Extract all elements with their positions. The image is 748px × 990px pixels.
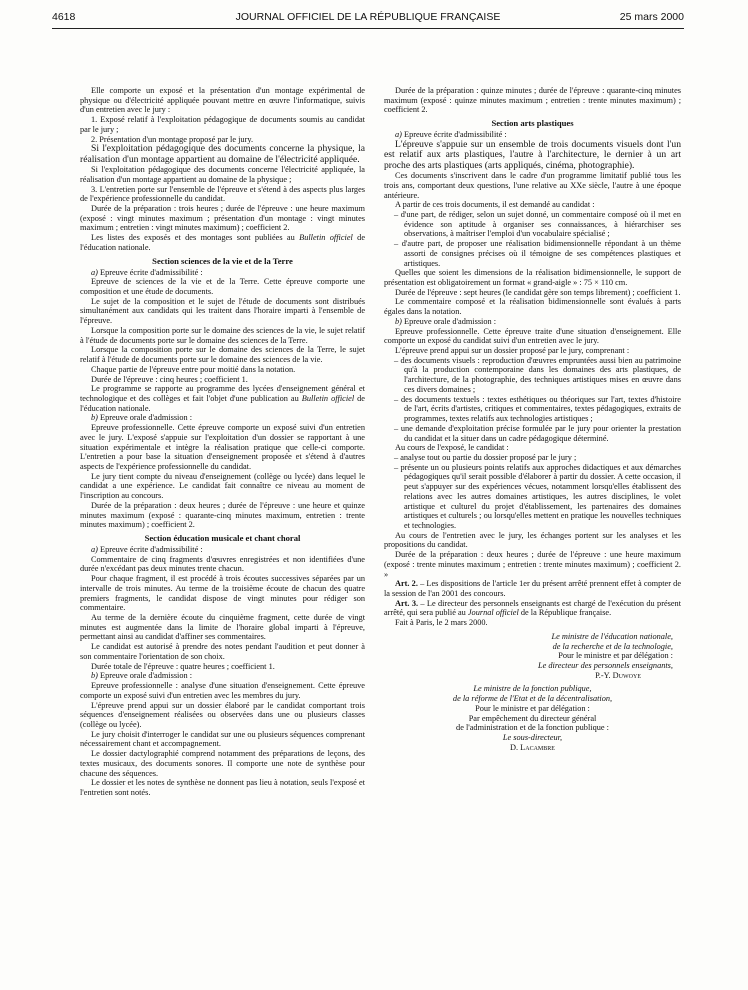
paragraph: 2. Présentation d'un montage proposé par le jury. <box>91 134 254 144</box>
paragraph: Le candidat est autorisé à prendre des notes pendant l'audition et peut donner à son commentaire l'orientation de son choix. <box>80 642 365 661</box>
paragraph: Si l'exploitation pédagogique des documents concerne la physique, la réalisation d'un montage appartient au domaine de l'électricité appliquée. <box>80 143 365 165</box>
list-item: – une demande d'exploitation précise formulée par le jury pour orienter la prestation du candidat et la situer dans un cadre pédagogique déterminé. <box>394 423 681 443</box>
signatory-name: P.-Y. Duwoye <box>595 670 641 680</box>
place-date: Fait à Paris, le 2 mars 2000. <box>395 618 488 628</box>
paragraph: Le programme se rapporte au programme des lycées d'enseignement général et technologique et des collèges et fait l'objet d'une publication au Bulletin officiel de l'éducation nationale. <box>80 384 365 413</box>
subheading: a) Epreuve écrite d'admissibilité : <box>91 545 203 554</box>
paragraph: Le sujet de la composition et le sujet de l'étude de documents sont distribués simultanément aux candidats qui les traitent dans l'horaire imparti à l'ensemble de l'épreuve. <box>80 296 365 326</box>
paragraph: Durée de l'épreuve : cinq heures ; coefficient 1. <box>91 374 248 384</box>
signature-title: de la réforme de l'Etat et de la décentralisation, <box>452 694 613 704</box>
signature-delegation: Pour le ministre et par délégation : <box>558 651 673 661</box>
paragraph: L'épreuve prend appui sur un dossier élaboré par le candidat comportant trois séquences d'enseignement réalisées ou observées dans une ou plusieurs classes (collège ou lycée). <box>80 700 365 729</box>
paragraph: L'épreuve prend appui sur un dossier proposé par le jury, comprenant : <box>395 346 630 356</box>
list-item: – d'autre part, de proposer une réalisation bidimensionnelle répondant à un thème assorti de consignes précises où il témoigne de ses compétences plastiques et artistiques. <box>394 239 681 268</box>
paragraph: Au cours de l'exposé, le candidat : <box>395 443 509 453</box>
paragraph: Epreuve professionnelle : analyse d'une situation d'enseignement. Cette épreuve comporte un exposé suivi d'un entretien avec les membres du jury. <box>80 681 365 700</box>
section-heading: Section sciences de la vie et de la Terre <box>152 255 293 266</box>
paragraph: Chaque partie de l'épreuve entre pour moitié dans la notation. <box>91 364 296 374</box>
section-heading: Section éducation musicale et chant choral <box>144 533 301 543</box>
paragraph: Pour chaque fragment, il est procédé à trois écoutes successives séparées par un intervalle de trois minutes. Au terme de la troisième écoute de chacun des quatre premiers fragments, le candidat dispose de vingt minutes pour rédiger son commentaire. <box>80 574 365 613</box>
paragraph: Epreuve professionnelle. Cette épreuve traite d'une situation d'enseignement. Elle comporte un exposé du candidat suivi d'un entretien avec le jury. <box>384 326 681 346</box>
paragraph: 3. L'entretien porte sur l'ensemble de l'épreuve et s'étend à des aspects plus larges de l'expérience professionnelle du candidat. <box>80 184 365 204</box>
signature-title: Le directeur des personnels enseignants, <box>538 661 673 671</box>
paragraph: Durée de la préparation : deux heures ; durée de l'épreuve : une heure et quinze minutes maximum (exposé : quarante-cinq minutes maximum, entretien : trente minutes maximum) ; coefficient 2. <box>80 500 365 530</box>
paragraph: Quelles que soient les dimensions de la réalisation bidimensionnelle, le support de présentation est obligatoirement un format « grand-aigle » : 75 × 110 cm. <box>384 268 681 287</box>
section-heading: Section arts plastiques <box>491 118 574 129</box>
article-2: Art. 2. – Les dispositions de l'article 1er du présent arrêté prennent effet à compter de la session de l'an 2001 des concours. <box>384 579 682 598</box>
signature-title: Le ministre de l'éducation nationale, <box>551 631 673 641</box>
paragraph: Au terme de la dernière écoute du cinquième fragment, cette durée de vingt minutes est augmentée dans la limite de l'horaire global imparti à l'épreuve, permettant ainsi au candidat d'affiner ses commentaires. <box>80 613 365 642</box>
subheading: b) Epreuve orale d'admission : <box>91 413 193 423</box>
paragraph: Le dossier dactylographié comprend notamment des préparations de leçons, des textes musicaux, des documents sonores. Il comporte une note de synthèse pour chacune des séquences. <box>80 749 365 778</box>
paragraph: Ces documents s'inscrivent dans le cadre d'un programme limitatif publié tous les trois ans, comportant deux questions, l'une relative au XXe siècle, l'autre à une époque antérieure. <box>384 171 681 200</box>
signature-title: Le ministre de la fonction publique, <box>473 684 592 694</box>
list-item: – analyse tout ou partie du dossier proposé par le jury ; <box>394 452 577 462</box>
left-column <box>80 86 365 798</box>
paragraph: Au cours de l'entretien avec le jury, les échanges portent sur les analyses et les propositions du candidat. <box>384 530 681 550</box>
paragraph: Elle comporte un exposé et la présentation d'un montage expérimental de physique ou d'électricité appliquée pouvant mettre en œuvre l'informatique, suivis d'un entretien avec le jury : <box>80 86 365 115</box>
signature-delegation: Par empêchement du directeur général <box>468 713 597 723</box>
page-number: 4618 <box>52 11 76 23</box>
list-item: – présente un ou plusieurs points relatifs aux approches didactiques et aux démarches pédagogiques qu'il serait possible d'élaborer à partir du dossier. A cette occasion, il peut s'appuyer sur des expériences vécues, notamment lorsqu'elles établissent des relations avec les autres domaines artistiques, les autres disciplines, le volet artistique et culturel du projet d'établissement, les partenaires des domaines artistiques et culturels ; ou lorsqu'elles mettent en pratique les nouvelles techniques et technologies. <box>394 462 681 530</box>
paragraph: Le jury choisit d'interroger le candidat sur une ou plusieurs séquences comprenant nécessairement chant et accompagnement. <box>80 729 365 749</box>
subheading: a) Epreuve écrite d'admissibilité : <box>91 267 203 277</box>
paragraph: Durée de la préparation : trois heures ; durée de l'épreuve : une heure maximum (exposé : vingt minutes maximum ; présentation d'un montage : vingt minutes maximum ; entretien : vingt minutes maximum) ; coefficient 2. <box>80 204 365 233</box>
list-item: – des documents visuels : reproduction d'œuvres empruntées aussi bien au patrimoine qu'à la production contemporaine dans les domaines des arts plastiques, de l'architecture, de la photographie, des techniques artistiques mises en œuvre dans ces divers domaines ; <box>394 355 681 394</box>
signature-delegation: Pour le ministre et par délégation : <box>475 703 590 713</box>
subheading: a) Epreuve écrite d'admissibilité : <box>395 130 507 140</box>
subheading: b) Epreuve orale d'admission : <box>91 671 193 681</box>
journal-title: JOURNAL OFFICIEL DE LA RÉPUBLIQUE FRANÇAISE <box>235 11 501 23</box>
issue-date: 25 mars 2000 <box>619 11 684 23</box>
subheading: b) Epreuve orale d'admission : <box>395 316 497 326</box>
article-3: Art. 3. – Le directeur des personnels enseignants est chargé de l'exécution du présent arrêté, qui sera publié au Journal officiel de la République française. <box>384 598 682 618</box>
paragraph: Lorsque la composition porte sur le domaine des sciences de la Terre, le sujet relatif à l'étude de documents porte sur le domaine des sciences de la vie. <box>80 345 365 365</box>
paragraph: Commentaire de cinq fragments d'œuvres enregistrées et non identifiées d'une durée n'excédant pas deux minutes trente chacun. <box>80 554 365 574</box>
paragraph: Durée de la préparation : deux heures ; durée de l'épreuve : une heure maximum (exposé : trente minutes maximum ; entretien : trente minutes maximum) ; coefficient 2. » <box>384 550 681 579</box>
page-header <box>52 11 684 25</box>
paragraph: Durée de l'épreuve : sept heures (le candidat gère son temps librement) ; coefficient 1. <box>395 287 681 297</box>
paragraph: Le commentaire composé et la réalisation bidimensionnelle sont évalués à parts égales dans la notation. <box>384 297 681 317</box>
list-item: – des documents textuels : textes esthétiques ou théoriques sur l'art, textes d'histoire de l'art, écrits d'artistes, critiques et commentaires, textes pédagogiques, extraits de programmes, textes relatifs aux technologies artistiques ; <box>394 394 681 424</box>
paragraph: Lorsque la composition porte sur le domaine des sciences de la vie, le sujet relatif à l'étude de documents porte sur le domaine des sciences de la Terre. <box>80 325 365 345</box>
signature-title: de la recherche et de la technologie, <box>552 641 673 651</box>
paragraph: Les listes des exposés et des montages sont publiées au Bulletin officiel de l'éducation nationale. <box>80 233 366 252</box>
paragraph: Si l'exploitation pédagogique des documents concerne l'électricité appliquée, la réalisation d'un montage appartient au domaine de la physique ; <box>80 165 365 184</box>
paragraph: A partir de ces trois documents, il est demandé au candidat : <box>395 200 595 210</box>
paragraph: Le dossier et les notes de synthèse ne donnent pas lieu à notation, seuls l'exposé et l'entretien sont notés. <box>80 778 365 797</box>
paragraph: Epreuve professionnelle. Cette épreuve comporte un exposé suivi d'un entretien avec le jury. L'exposé s'appuie sur l'exploitation d'un dossier se rapportant à une situation expérimentale et intègre la réalisation pratique que celle-ci comporte. L'entretien a pour base la situation d'enseignement proposée et s'étend à d'autres aspects de l'expérience professionnelle du candidat. <box>80 423 365 471</box>
list-item: – d'une part, de rédiger, selon un sujet donné, un commentaire composé où il met en évidence son aptitude à organiser ses connaissances, à hiérarchiser ses observations, à maîtriser l'emploi d'un vocabulaire spécialisé ; <box>394 209 681 239</box>
signatory-name: D. Lacambre <box>510 742 555 752</box>
header-rule <box>52 28 684 29</box>
paragraph: L'épreuve s'appuie sur un ensemble de trois documents visuels dont l'un est relatif aux arts plastiques, l'autre à l'architecture, le dernier à un art proche des arts plastiques (arts appliqués, cinéma, photographie). <box>384 138 681 171</box>
right-column <box>384 86 681 753</box>
signature-delegation: de l'administration et de la fonction publique : <box>456 723 609 733</box>
paragraph: Epreuve de sciences de la vie et de la Terre. Cette épreuve comporte une composition et une étude de documents. <box>80 277 365 297</box>
signature-title: Le sous-directeur, <box>502 733 563 743</box>
paragraph: Durée totale de l'épreuve : quatre heures ; coefficient 1. <box>91 661 275 671</box>
paragraph: 1. Exposé relatif à l'exploitation pédagogique de documents soumis au candidat par le jury ; <box>80 115 365 134</box>
paragraph: Durée de la préparation : quinze minutes ; durée de l'épreuve : quarante-cinq minutes maximum (exposé : quinze minutes maximum ; entretien : trente minutes maximum) ; coefficient 2. <box>384 86 681 115</box>
paragraph: Le jury tient compte du niveau d'enseignement (collège ou lycée) dans lequel le candidat a une expérience. Le candidat fait connaître ce niveau au moment de l'inscription au concours. <box>80 471 365 501</box>
